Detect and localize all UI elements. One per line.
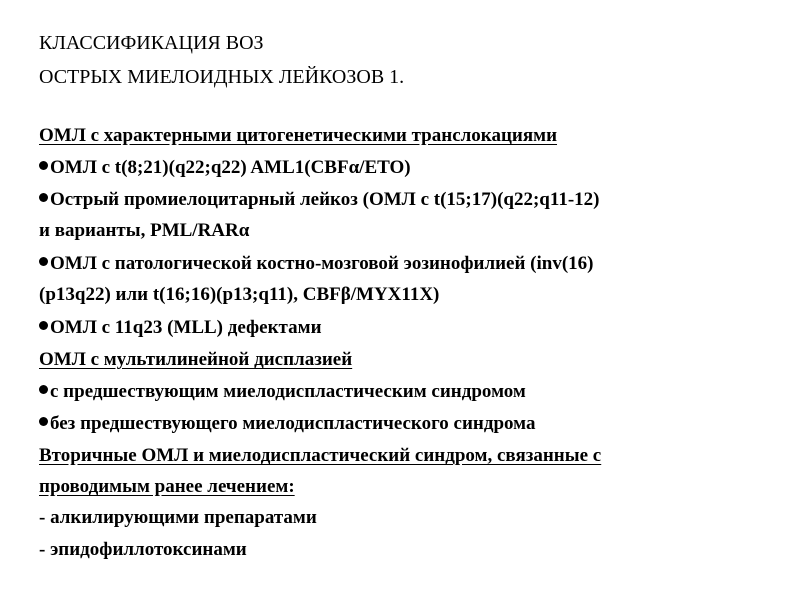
bullet-dot-icon	[39, 321, 48, 330]
list-item-text: ОМЛ с патологической костно-мозговой эозинофилией (inv(16)	[50, 253, 594, 274]
bullet-dot-icon	[39, 193, 48, 202]
list-item-text-continued: (p13q22) или t(16;16)(p13;q11), CBFβ/MYX11X)	[39, 284, 440, 305]
section-heading-multilineage: ОМЛ с мультилинейной дисплазией	[39, 349, 353, 370]
list-item-text: ОМЛ с 11q23 (MLL) дефектами	[50, 317, 322, 338]
bullet-dot-icon	[39, 161, 48, 170]
list-item	[39, 408, 779, 440]
bullet-dot-icon	[39, 257, 48, 266]
list-item	[39, 312, 779, 344]
bullet-dot-icon	[39, 417, 48, 426]
list-item-text: с предшествующим миелодиспластическим синдромом	[50, 381, 526, 402]
spacer	[39, 94, 779, 120]
list-item-text-continued: и варианты, PML/RARα	[39, 220, 250, 241]
section-heading-secondary-l1: Вторичные ОМЛ и миелодиспластический синдром, связанные с	[39, 445, 602, 466]
list-item-text: без предшествующего миелодиспластического синдрома	[50, 413, 536, 434]
list-item	[39, 248, 779, 310]
list-item-text: Острый промиелоцитарный лейкоз (ОМЛ с t(15;17)(q22;q11-12)	[50, 189, 600, 210]
title-line-2: ОСТРЫХ МИЕЛОИДНЫХ ЛЕЙКОЗОВ 1.	[39, 66, 405, 88]
slide	[39, 26, 779, 566]
section-heading-cytogenetic: ОМЛ с характерными цитогенетическими транслокациями	[39, 125, 558, 146]
list-item	[39, 376, 779, 408]
list-item-text: ОМЛ с t(8;21)(q22;q22) AML1(CBFα/ETO)	[50, 157, 411, 178]
list-item	[39, 184, 779, 246]
list-item	[39, 152, 779, 184]
section-heading-secondary-l2: проводимым ранее лечением:	[39, 476, 295, 497]
bullet-dot-icon	[39, 385, 48, 394]
title-line-1: КЛАССИФИКАЦИЯ ВОЗ	[39, 32, 264, 54]
dash-item: - алкилирующими препаратами	[39, 507, 317, 528]
dash-item: - эпидофиллотоксинами	[39, 539, 247, 560]
